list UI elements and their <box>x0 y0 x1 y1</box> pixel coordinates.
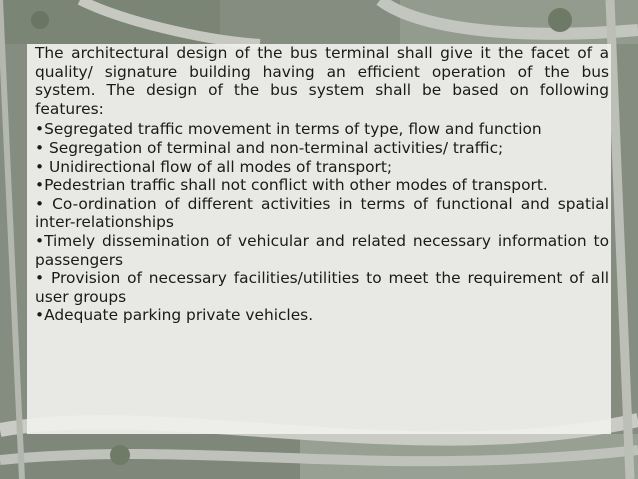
bullet-item: • Unidirectional flow of all modes of transport; <box>35 157 393 176</box>
bullet-item: •Segregated traffic movement in terms of type, flow and function <box>35 120 542 139</box>
bullet-item: • Provision of necessary facilities/utilities to meet the requirement of all user groups <box>35 269 609 306</box>
bullet-item: •Pedestrian traffic shall not conflict with other modes of transport. <box>35 176 548 195</box>
bullet-item: • Segregation of terminal and non-terminal activities/ traffic; <box>35 138 504 157</box>
slide-content <box>35 44 609 325</box>
intro-paragraph: The architectural design of the bus terminal shall give it the facet of a quality/ signature building having an efficient operation of the bus system. The design of the bus system shall be based on following features: <box>35 44 609 118</box>
bullet-item: • Co-ordination of different activities in terms of functional and spatial inter-relationships <box>35 194 609 232</box>
bullet-item: •Timely dissemination of vehicular and related necessary information to passengers <box>35 231 609 269</box>
bullet-item: •Adequate parking private vehicles. <box>35 306 314 325</box>
